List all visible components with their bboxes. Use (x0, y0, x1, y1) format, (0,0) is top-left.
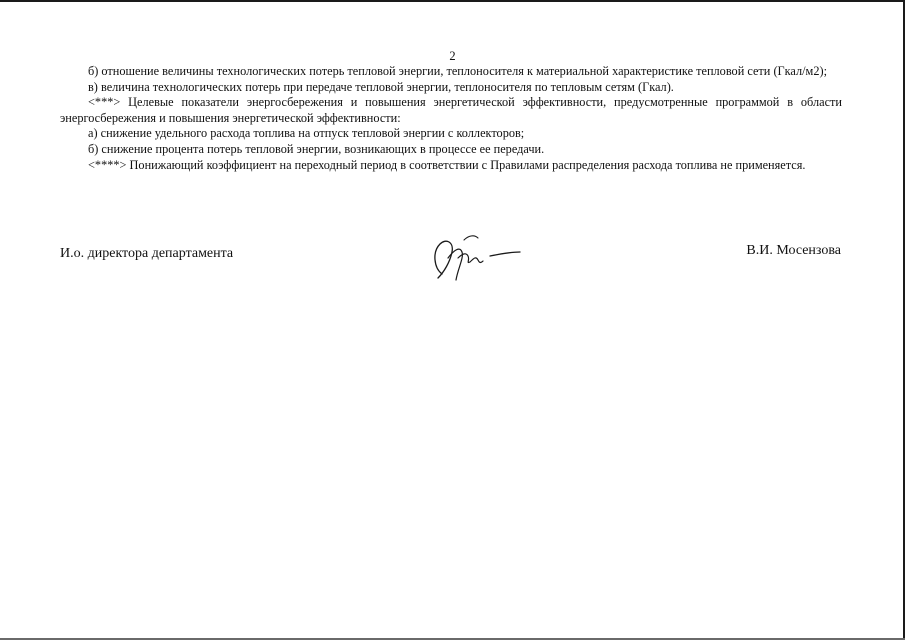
scan-edge-top (0, 0, 905, 2)
paragraph-loss-value: в) величина технологических потерь при передаче тепловой энергии, теплоносителя по тепловым сетям (Гкал). (88, 79, 674, 94)
paragraph-fuel-reduction: а) снижение удельного расхода топлива на отпуск тепловой энергии с коллекторов; (88, 126, 525, 141)
handwritten-signature (428, 228, 523, 288)
paragraph-target-indicators: <***> Целевые показатели энергосбережения и повышения энергетической эффективности, предусмотренные программой в области энергосбережения и повышения энергетической эффективности: (60, 95, 842, 125)
page-number: 2 (449, 49, 456, 63)
signer-name: В.И. Мосензова (746, 243, 841, 258)
document-body (60, 64, 842, 173)
signer-title: И.о. директора департамента (60, 246, 234, 261)
paragraph-reduction-coefficient: <****> Понижающий коэффициент на переходный период в соответствии с Правилами распределения расхода топлива не применяется. (88, 157, 806, 172)
paragraph-loss-ratio: б) отношение величины технологических потерь тепловой энергии, теплоносителя к материальной характеристике тепловой сети (Гкал/м2); (88, 64, 827, 78)
paragraph-loss-reduction: б) снижение процента потерь тепловой энергии, возникающих в процессе ее передачи. (88, 141, 545, 156)
